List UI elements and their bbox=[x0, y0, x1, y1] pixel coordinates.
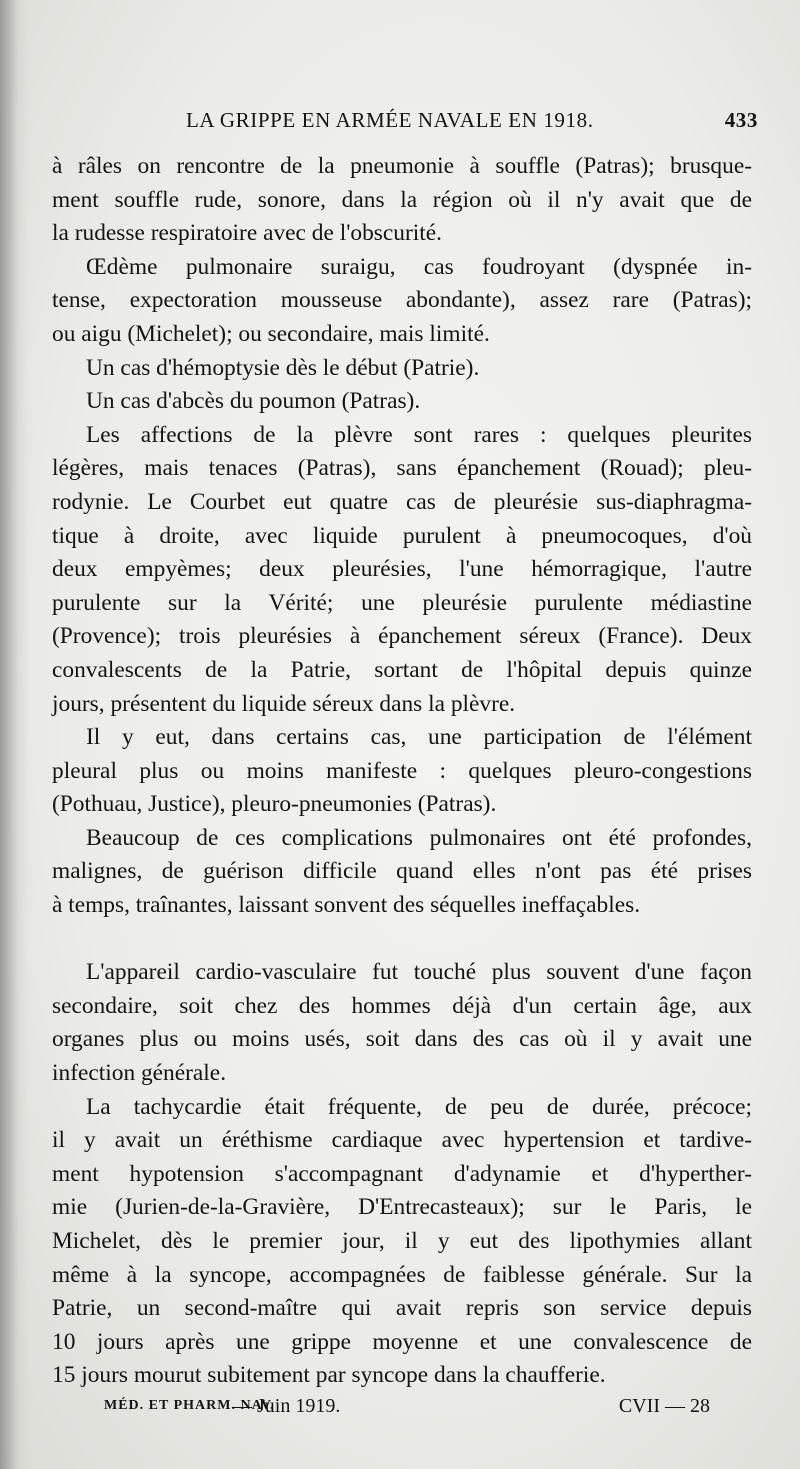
text-line: Les affections de la plèvre sont rares : quelques pleurites bbox=[86, 421, 752, 448]
text-line: ment souffle rude, sonore, dans la région où il n'y avait que de bbox=[52, 186, 752, 213]
text-line: La tachycardie était fréquente, de peu de durée, précoce; bbox=[86, 1093, 752, 1120]
text-line: ment hypotension s'accompagnant d'adynamie et d'hyperther- bbox=[52, 1160, 752, 1187]
text-line: rodynie. Le Courbet eut quatre cas de pleurésie sus-diaphragma- bbox=[52, 488, 752, 515]
text-line: Œdème pulmonaire suraigu, cas foudroyant (dyspnée in- bbox=[86, 253, 752, 280]
text-line: même à la syncope, accompagnées de faiblesse générale. Sur la bbox=[52, 1261, 752, 1288]
text-line: purulente sur la Vérité; une pleurésie purulente médiastine bbox=[52, 589, 752, 616]
text-line: (Provence); trois pleurésies à épanchement séreux (France). Deux bbox=[52, 623, 752, 650]
text-line: jours, présentent du liquide séreux dans la plèvre. bbox=[52, 690, 516, 717]
text-line: tense, expectoration mousseuse abondante), assez rare (Patras); bbox=[52, 287, 752, 314]
text-line: L'appareil cardio-vasculaire fut touché plus souvent d'une façon bbox=[86, 959, 752, 986]
text-line: mie (Jurien-de-la-Gravière, D'Entrecasteaux); sur le Paris, le bbox=[52, 1194, 752, 1221]
text-line: ou aigu (Michelet); ou secondaire, mais limité. bbox=[52, 320, 490, 347]
issue-date: — Juin 1919. bbox=[232, 1395, 341, 1417]
text-line: à râles on rencontre de la pneumonie à souffle (Patras); brusque- bbox=[52, 153, 752, 179]
text-line: 10 jours après une grippe moyenne et une convalescence de bbox=[52, 1328, 752, 1355]
text-line: pleural plus ou moins manifeste : quelques pleuro-congestions bbox=[52, 757, 752, 784]
text-line: Patrie, un second-maître qui avait repris son service depuis bbox=[52, 1295, 752, 1322]
text-line: Un cas d'abcès du poumon (Patras). bbox=[86, 388, 421, 415]
page-edge-shadow bbox=[0, 0, 30, 1469]
text-line: infection générale. bbox=[52, 1060, 227, 1087]
signature-mark: CVII — 28 bbox=[618, 1395, 710, 1417]
text-line: malignes, de guérison difficile quand elles n'ont pas été prises bbox=[52, 858, 752, 885]
journal-abbreviation: MÉD. ET PHARM. NAV. bbox=[104, 1398, 275, 1413]
text-line: deux empyèmes; deux pleurésies, l'une hémorragique, l'autre bbox=[52, 556, 752, 583]
text-line: Un cas d'hémoptysie dès le début (Patrie). bbox=[86, 354, 480, 381]
page-footer bbox=[104, 1395, 714, 1425]
text-line: (Pothuau, Justice), pleuro-pneumonies (Patras). bbox=[52, 791, 497, 818]
text-line: organes plus ou moins usés, soit dans des cas où il y avait une bbox=[52, 1026, 752, 1053]
page-header bbox=[48, 108, 764, 138]
text-line: secondaire, soit chez des hommes déjà d'un certain âge, aux bbox=[52, 992, 752, 1019]
text-line: il y avait un éréthisme cardiaque avec hypertension et tardive- bbox=[52, 1127, 752, 1154]
page-number: 433 bbox=[724, 108, 758, 132]
text-line: Il y eut, dans certains cas, une participation de l'élément bbox=[86, 724, 752, 751]
text-line: légères, mais tenaces (Patras), sans épanchement (Rouad); pleu- bbox=[52, 455, 752, 482]
body-text bbox=[52, 150, 752, 1393]
text-line: la rudesse respiratoire avec de l'obscurité. bbox=[52, 220, 442, 247]
text-line: Beaucoup de ces complications pulmonaires ont été profondes, bbox=[86, 824, 752, 851]
text-line bbox=[52, 923, 752, 957]
text-line: 15 jours mourut subitement par syncope dans la chaufferie. bbox=[52, 1362, 606, 1389]
text-line: Michelet, dès le premier jour, il y eut des lipothymies allant bbox=[52, 1228, 752, 1254]
text-line: à temps, traînantes, laissant sonvent des séquelles ineffaçables. bbox=[52, 892, 641, 919]
text-line: convalescents de la Patrie, sortant de l'hôpital depuis quinze bbox=[52, 656, 752, 683]
text-line: tique à droite, avec liquide purulent à pneumocoques, d'où bbox=[52, 522, 752, 549]
running-title: LA GRIPPE EN ARMÉE NAVALE EN 1918. bbox=[186, 108, 594, 132]
